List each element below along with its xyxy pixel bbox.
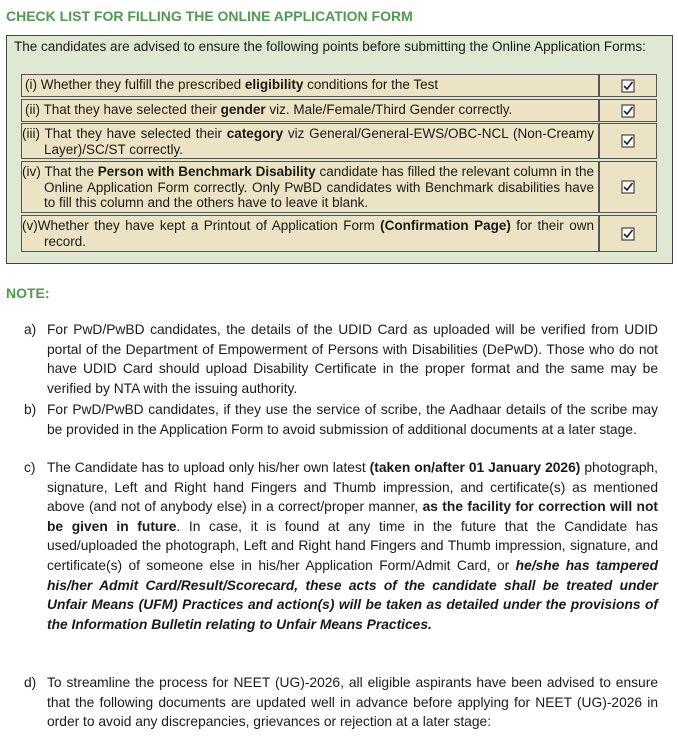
checked-checkbox-icon[interactable] <box>622 135 635 148</box>
item-keyword: category <box>226 126 284 141</box>
note-item-b <box>24 400 658 460</box>
item-text: (v)Whether they have kept a Printout of Application Form <box>22 218 381 233</box>
note-text: For PwD/PwBD candidates, the details of the UDID Card as uploaded will be verified from UDID portal of the Department of Empowerment of Persons with Disabilities (DePwD). Those who do not have UDID Card should upload Disability Certificate in the proper format and the same may be verified by NTA with the issuing authority. <box>47 322 658 396</box>
checkbox-cell <box>599 99 657 122</box>
item-text: viz. Male/Female/Third Gender correctly. <box>265 102 513 117</box>
note-text: To streamline the process for NEET (UG)-2026, all eligible aspirants have been advised to ensure that the following documents are updated well in advance before applying for NEET (UG)-2026 in order to avoid any discrepancies, grievances or rejection at a later stage: <box>47 675 658 730</box>
item-keyword: eligibility <box>244 77 304 92</box>
note-text <box>47 458 658 634</box>
checked-checkbox-icon[interactable] <box>622 79 635 92</box>
checked-checkbox-icon[interactable] <box>622 104 635 117</box>
note-label: b) <box>24 402 37 417</box>
checklist-item-printout <box>21 215 599 252</box>
checked-checkbox-icon[interactable] <box>622 181 635 194</box>
checkbox-cell <box>599 215 657 252</box>
note-label: a) <box>24 322 37 337</box>
checklist-item-eligibility <box>21 74 599 97</box>
note-item-a <box>24 320 658 400</box>
item-keyword: Person with Benchmark Disability <box>97 164 316 179</box>
note-text-part: photograph, signature, Left and Right hand Fingers and Thumb impression, and certificate(s) as mentioned above (and not of anybody else) in a correct/proper manner, <box>47 460 658 515</box>
checkbox-cell <box>599 161 657 213</box>
item-keyword: (Confirmation Page) <box>380 218 511 233</box>
item-text: candidate has filled the relevant column in the Online Application Form correctly. Only PwBD candidates with Benchmark disabilities have to fill this column and the others have to leave it blank. <box>44 164 594 210</box>
note-emphasis: as the facility for correction will not be given in future <box>47 499 658 534</box>
item-text: conditions for the Test <box>303 77 439 92</box>
checklist-intro: The candidates are advised to ensure the following points before submitting the Online Application Forms: <box>14 39 646 54</box>
note-item-d <box>24 673 658 735</box>
note-text: For PwD/PwBD candidates, if they use the service of scribe, the Aadhaar details of the scribe may be provided in the Application Form to avoid submission of additional documents at a later stage. <box>47 402 658 437</box>
note-warning: he/she has tampered his/her Admit Card/Result/Scorecard, these acts of the candidate shall be treated under Unfair Means (UFM) Practices and action(s) will be taken as detailed under the provisions of the Information Bulletin relating to Unfair Means Practices. <box>47 557 658 632</box>
checklist-item-pwbd <box>21 161 599 213</box>
checklist-heading: CHECK LIST FOR FILLING THE ONLINE APPLICATION FORM <box>6 8 413 24</box>
checklist-item-category <box>21 123 599 159</box>
note-item-c <box>24 458 658 658</box>
checked-checkbox-icon[interactable] <box>622 227 635 240</box>
checklist-panel <box>6 35 673 264</box>
note-text-part: . In case, it is found at any time in the future that the Candidate has used/uploaded the photograph, Left and Right hand Fingers and Thumb impression, signature, and certificate(s) of someone else in his/her Application Form/Admit Card, or <box>47 518 659 573</box>
checkbox-cell <box>599 74 657 97</box>
item-keyword: gender <box>220 102 266 117</box>
note-label: c) <box>24 460 36 475</box>
item-text: (iv) That the <box>22 164 98 179</box>
item-text: (i) Whether they fulfill the prescribed <box>25 77 245 92</box>
note-label: d) <box>24 675 37 690</box>
item-text: viz General/General-EWS/OBC-NCL (Non-Creamy Layer)/SC/ST correctly. <box>44 126 594 157</box>
checklist-item-gender <box>21 99 599 122</box>
item-text: (iii) That they have selected their <box>22 126 227 141</box>
note-heading: NOTE: <box>6 285 50 301</box>
item-text: (ii) That they have selected their <box>25 102 221 117</box>
note-text-part: The Candidate has to upload only his/her own latest <box>47 460 370 475</box>
checkbox-cell <box>599 123 657 159</box>
note-emphasis: (taken on/after 01 January 2026) <box>369 460 581 475</box>
item-text: for their own record. <box>44 218 594 249</box>
